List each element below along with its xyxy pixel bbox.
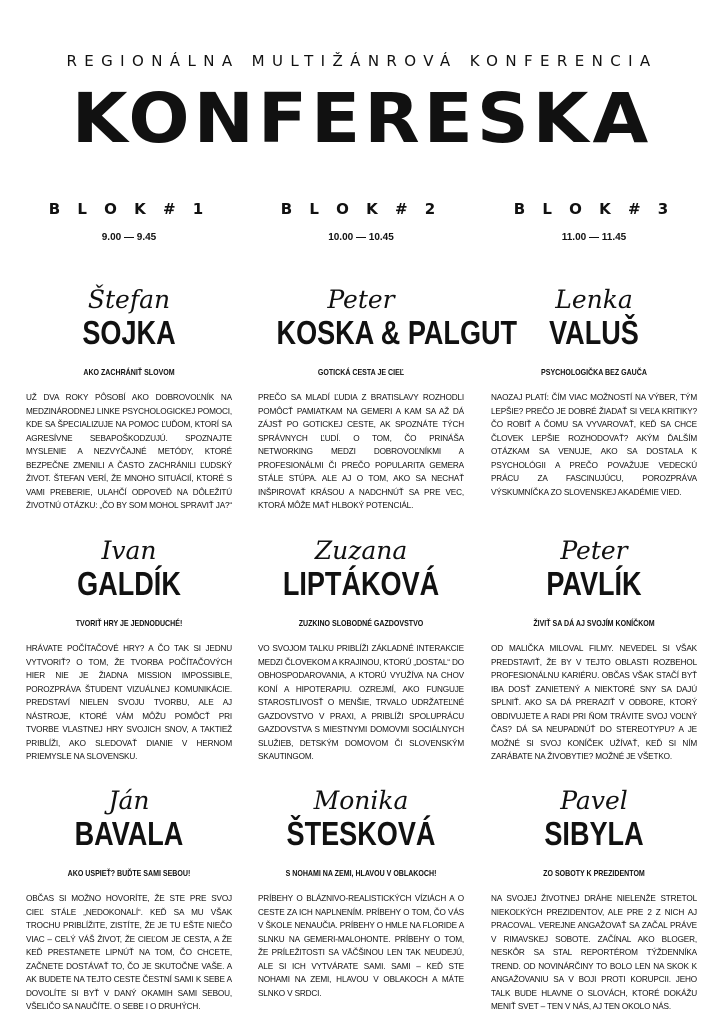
speaker-last-name: SOJKA [82,314,176,351]
speaker-last-name: GALDÍK [77,565,181,602]
speaker-last-name: LIPTÁKOVÁ [282,565,440,602]
speaker-card [491,285,697,499]
speaker-talk-title: GOTICKÁ CESTA JE CIEĽ [317,367,405,377]
speaker-first-name: Ivan [101,536,157,565]
speaker-card [26,786,232,1014]
speaker-last-name: ŠTESKOVÁ [286,815,436,852]
speaker-first-name: Monika [313,786,409,815]
speaker-description: NAOZAJ PLATÍ: ČÍM VIAC MOŽNOSTÍ NA VÝBER, TÝM LEPŠIE? PREČO JE DOBRÉ ŽIADAŤ SI VEĽA KRITIKY? ČO ROBIŤ A ČOMU SA VYVAROVAŤ, KEĎ SA CHCE ČLOVEK LEPŠIE ROZHODOVAŤ? AKÝM ĎALŠÍM OTÁZKAM SA VENUJE, AKO SA DOSTALA K PSYCHOLÓGII A PREČO POVAŽUJE VEDECKÚ PRÁCU ZA FASCINUJÚCU, POROZPRÁVA VÝSKUMNÍČKA ZO SLOVENSKEJ AKADÉMIE VIED. [491,393,697,497]
speaker-last-name: BAVALA [74,815,184,852]
speaker-card [26,285,232,513]
conference-subtitle: REGIONÁLNA MULTIŽÁNROVÁ KONFERENCIA [66,52,658,70]
speaker-talk-title: ZO SOBOTY K PREZIDENTOM [543,868,645,878]
speaker-description: PRÍBEHY O BLÁZNIVO-REALISTICKÝCH VÍZIÁCH A O CESTE ZA ICH NAPLNENÍM. PRÍBEHY O TOM, ČO VÁS V ŠKOLE NENAUČIA. PRÍBEHY O HMLE NA FLORIDE A SLNKU NA GEMERI-MALOHONTE. PRÍBEHY O TOM, ŽE PRÍLEŽITOSTI SA VÄČŠINOU LEN TAK NEUDEJÚ, ALE SI ICH VYTVÁRATE SAMI. SAMI – KEĎ STE NOHAMI NA ZEMI, HLAVOU V OBLAKOCH A MÁTE SLNKO V SRDCI. [258,894,464,998]
speaker-description: HRÁVATE POČÍTAČOVÉ HRY? A ČO TAK SI JEDNU VYTVORIŤ? O TOM, ŽE TVORBA POČÍTAČOVÝCH HIER NIE JE ŽIADNA MISSION IMPOSSIBLE, POROZPRÁVA ŠTUDENT VIZUÁLNEJ KOMUNIKÁCIE. PREDSTAVÍ NIELEN SVOJU TVORBU, ALE AJ NÁSTROJE, KTORÉ VÁM MÔŽU POMÔCŤ PRI TVORBE VLASTNEJ HRY SVOJICH SNOV, A TAKTIEŽ PRIBLÍŽI, AKO SLEDOVAŤ DIANIE V HERNOM PRIEMYSLE NA SLOVENSKU. [26,644,232,761]
block-time: 11.00 — 11.45 [561,232,627,243]
speaker-first-name: Peter [327,285,395,314]
speaker-description: OD MALIČKA MILOVAL FILMY. NEVEDEL SI VŠAK PREDSTAVIŤ, ŽE BY V TEJTO OBLASTI ROZBEHOL PROFESIONÁLNU KARIÉRU. OBČAS VŠAK STAČÍ BYŤ IBA DOSŤ ZANIETENÝ A NIEKTORÉ SNY SA DAJÚ SPLNIŤ. AKO SA DÁ PRERAZIŤ V ODBORE, KTORÝ OBDIVUJETE A RADI PRI ŇOM TRÁVITE SVOJ VOĽNÝ ČAS? DÁ SA NEUPADNÚŤ DO STEREOTYPU? A JE MOŽNÉ SI SVOJ KONÍČEK UŽÍVAŤ, KEĎ SI NÍM ZARÁBATE NA ŽIVOBYTIE? MOŽNÉ JE VŠETKO. [491,644,697,761]
block-time: 10.00 — 10.45 [328,232,394,243]
block-label: B L O K # 1 [48,200,210,218]
speaker-card [258,536,464,764]
speaker-talk-title: TVORIŤ HRY JE JEDNODUCHÉ! [75,618,183,628]
speaker-card [258,786,464,1000]
speaker-talk-title: AKO USPIEŤ? BUĎTE SAMI SEBOU! [67,868,191,878]
speaker-first-name: Zuzana [314,536,408,565]
speaker-last-name: KOSKA & PALGUT [276,314,518,351]
block-label: B L O K # 3 [513,200,675,218]
speaker-first-name: Peter [560,536,628,565]
speaker-description: VO SVOJOM TALKU PRIBLÍŽI ZÁKLADNÉ INTERAKCIE MEDZI ČLOVEKOM A KRAJINOU, KTORÚ „DOSTAL“ DO OBHOSPODAROVANIA, A KTORÚ VYUŽÍVA NA CHOV KONÍ A HIPOTERAPIU. OZREJMÍ, AKO FUNGUJE STAROSTLIVOSŤ O MENŠIE, TRVALO UDRŽATEĽNÉ GAZDOVSTVO V PRAXI, A PRIBLÍŽI SPOLUPRÁCU GAZDOVSTVA S MIESTNYMI DOMOVMI SOCIÁLNYCH SLUŽIEB, DETSKÝM DOMOVOM ČI SLOVENSKÝM SKAUTINGOM. [258,644,464,761]
speaker-last-name: PAVLÍK [546,565,642,602]
block-column-1 [26,200,232,1011]
block-time: 9.00 — 9.45 [101,232,157,243]
block-label: B L O K # 2 [280,200,442,218]
speaker-talk-title: PSYCHOLOGIČKA BEZ GAUČA [541,367,647,377]
speaker-card [26,536,232,764]
speaker-talk-title: S NOHAMI NA ZEMI, HLAVOU V OBLAKOCH! [285,868,437,878]
speaker-last-name: SIBYLA [544,815,644,852]
speaker-description: NA SVOJEJ ŽIVOTNEJ DRÁHE NIELENŽE STRETOL NIEKOĽKÝCH PREZIDENTOV, ALE PRE 2 Z NICH AJ PRACOVAL. VEREJNE ANGAŽOVAŤ SA ZAČAL PRÁVE V RIMAVSKEJ SOBOTE. ZAČÍNAL AKO BLOGER, NESKÔR SA STAL REPORTÉROM TÝŽDENNÍKA TREND. OD NOVINÁRČINY TO BOLO LEN NA SKOK K ANGAŽOVANIU SA V BOJI PROTI KORUPCII. JEHO TALK BUDE HLAVNE O SLOVÁCH, KTORÉ DOKÁŽU MENIŤ SVET – TEN V NÁS, AJ TEN OKOLO NÁS. [491,894,697,1011]
block-column-2 [258,200,518,998]
speaker-description: UŽ DVA ROKY PÔSOBÍ AKO DOBROVOĽNÍK NA MEDZINÁRODNEJ LINKE PSYCHOLOGICKEJ POMOCI, KDE SA ŠPECIALIZUJE NA POMOC ĽUĎOM, KTORÍ SA AGRESÍVNE SEBAPOŠKODZUJÚ. SPOZNAJTE MYSLENIE A NEZVYČAJNÉ METÓDY, KTORÉ BEZPEČNE ZMENILI A ČASTO ZACHRÁNILI ĽUDSKÝ ŽIVOT. ŠTEFAN VERÍ, ŽE MNOHO SITUÁCIÍ, KTORÉ S VAMI PREBERIE, ULAHČÍ ODPOVEĎ NA DÔLEŽITÚ ŽIVOTNÚ OTÁZKU: „ČO BY SOM MOHOL SPRAVIŤ JA?“ [26,393,232,510]
speaker-card [491,786,697,1014]
block-column-3 [491,200,697,1011]
speaker-first-name: Pavel [560,786,628,815]
speaker-first-name: Lenka [555,285,633,314]
conference-title: KONFERESKA [71,78,653,158]
speaker-description: PREČO SA MLADÍ ĽUDIA Z BRATISLAVY ROZHODLI POMÔCŤ PAMIATKAM NA GEMERI A KAM SA AŽ DÁ ZÁJSŤ PO GOTICKEJ CESTE, AK SPOZNÁTE TÝCH SPRÁVNYCH ĽUDÍ. O TOM, ČO PRINÁŠA NETWORKING MEDZI DOBROVOĽNÍKMI A PROFESIONÁLMI ČI PREČO POPULARITA GEMERA STÁLE STÚPA. ALE AJ O TOM, AKO SA NECHAŤ INŠPIROVAŤ KRÁSOU A NADCHNÚŤ SA PRE VEC, KTORÁ MÔŽE MAŤ HLBOKÝ POTENCIÁL. [258,393,464,510]
speaker-card [491,536,697,764]
speaker-talk-title: AKO ZACHRÁNIŤ SLOVOM [83,367,175,377]
speaker-last-name: VALUŠ [549,314,639,351]
speaker-first-name: Ján [108,786,150,815]
speaker-card [258,285,518,513]
speaker-first-name: Štefan [87,285,171,314]
speaker-description: OBČAS SI MOŽNO HOVORÍTE, ŽE STE PRE SVOJ CIEĽ STÁLE „NEDOKONALÍ“. KEĎ SA MU VŠAK TROCHU PRIBLÍŽITE, ZISTÍTE, ŽE JE TU EŠTE NIEČO VIAC – CELÝ VÁŠ ŽIVOT, ŽE CIEĽOM JE CESTA, A ŽE KEĎ PRESTANETE LIPNÚŤ NA TOM, ČO CHCETE, ZAČNETE DOSTÁVAŤ TO, ČO JE SKUTOČNE VAŠE. A AK BUDETE NA TEJTO CESTE ČESTNÍ SAMI K SEBE A DOVOLÍTE SI BYŤ V DANÝ OKAMIH SAMI SEBOU, VŠELIČO SA NAUČÍTE. O SEBE I O DRUHÝCH. [26,894,232,1011]
speaker-talk-title: ŽIVIŤ SA DÁ AJ SVOJÍM KONÍČKOM [533,618,655,628]
speaker-talk-title: ZUZKINO SLOBODNÉ GAZDOVSTVO [298,618,424,628]
